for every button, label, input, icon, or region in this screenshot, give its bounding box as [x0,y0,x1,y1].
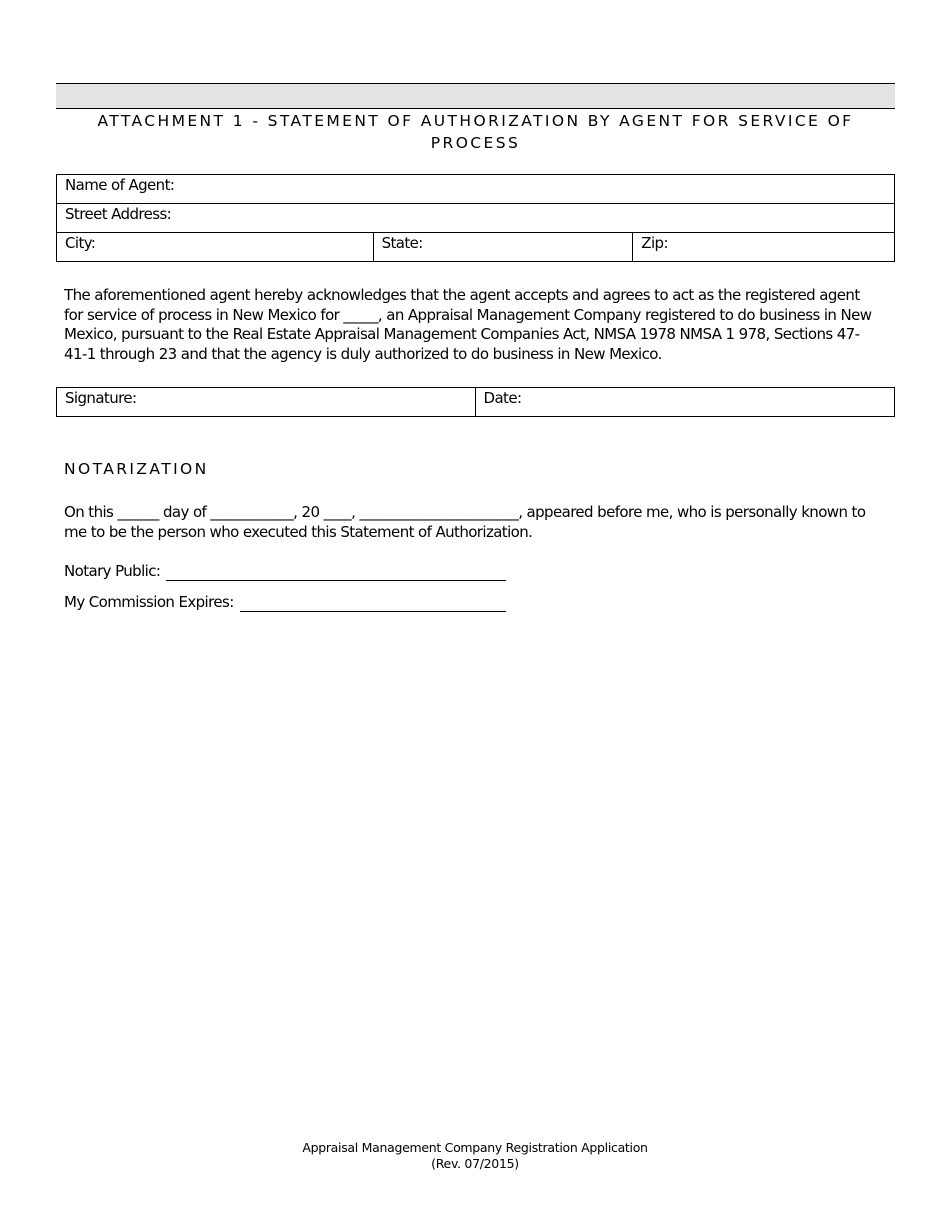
signature-field[interactable] [57,388,476,417]
notary-public-label: Notary Public: [64,562,161,580]
commission-expires-row [64,592,506,612]
commission-expires-label: My Commission Expires: [64,593,234,611]
footer-revision: (Rev. 07/2015) [431,1156,519,1171]
signature-table [56,387,895,417]
zip-field[interactable] [633,233,895,262]
table-row [57,388,895,417]
city-label: City: [65,234,96,252]
notarization-heading: NOTARIZATION [64,460,209,478]
notarization-paragraph: On this ______ day of ____________, 20 ____, _______________________, appeared before me, who is personally known to me to be the person who executed this Statement of Authorization. [64,503,866,541]
notary-public-row [64,561,506,581]
street-address-label: Street Address: [65,205,172,223]
signature-label: Signature: [65,389,137,407]
name-of-agent-field[interactable] [57,175,895,204]
table-row [57,204,895,233]
page-footer [0,1140,950,1172]
notary-public-line[interactable] [166,562,506,581]
header-bar [56,83,895,109]
name-of-agent-label: Name of Agent: [65,176,175,194]
footer-title: Appraisal Management Company Registration Application [302,1140,648,1155]
date-field[interactable] [475,388,894,417]
state-label: State: [381,234,423,252]
city-field[interactable] [57,233,374,262]
table-row [57,233,895,262]
street-address-field[interactable] [57,204,895,233]
date-label: Date: [483,389,522,407]
table-row [57,175,895,204]
state-field[interactable] [373,233,633,262]
acknowledgement-paragraph: The aforementioned agent hereby acknowledges that the agent accepts and agrees to act as the registered agent for service of process in New Mexico for _____, an Appraisal Management Company registered to do business in New Mexico, pursuant to the Real Estate Appraisal Management Companies Act, NMSA 1978 NMSA 1 978, Sections 47-41-1 through 23 and that the agency is duly authorized to do business in New Mexico. [64,286,872,363]
zip-label: Zip: [641,234,668,252]
page-title: ATTACHMENT 1 - STATEMENT OF AUTHORIZATION BY AGENT FOR SERVICE OF PROCESS [97,112,854,152]
commission-expires-line[interactable] [240,593,506,612]
agent-info-table [56,174,895,262]
